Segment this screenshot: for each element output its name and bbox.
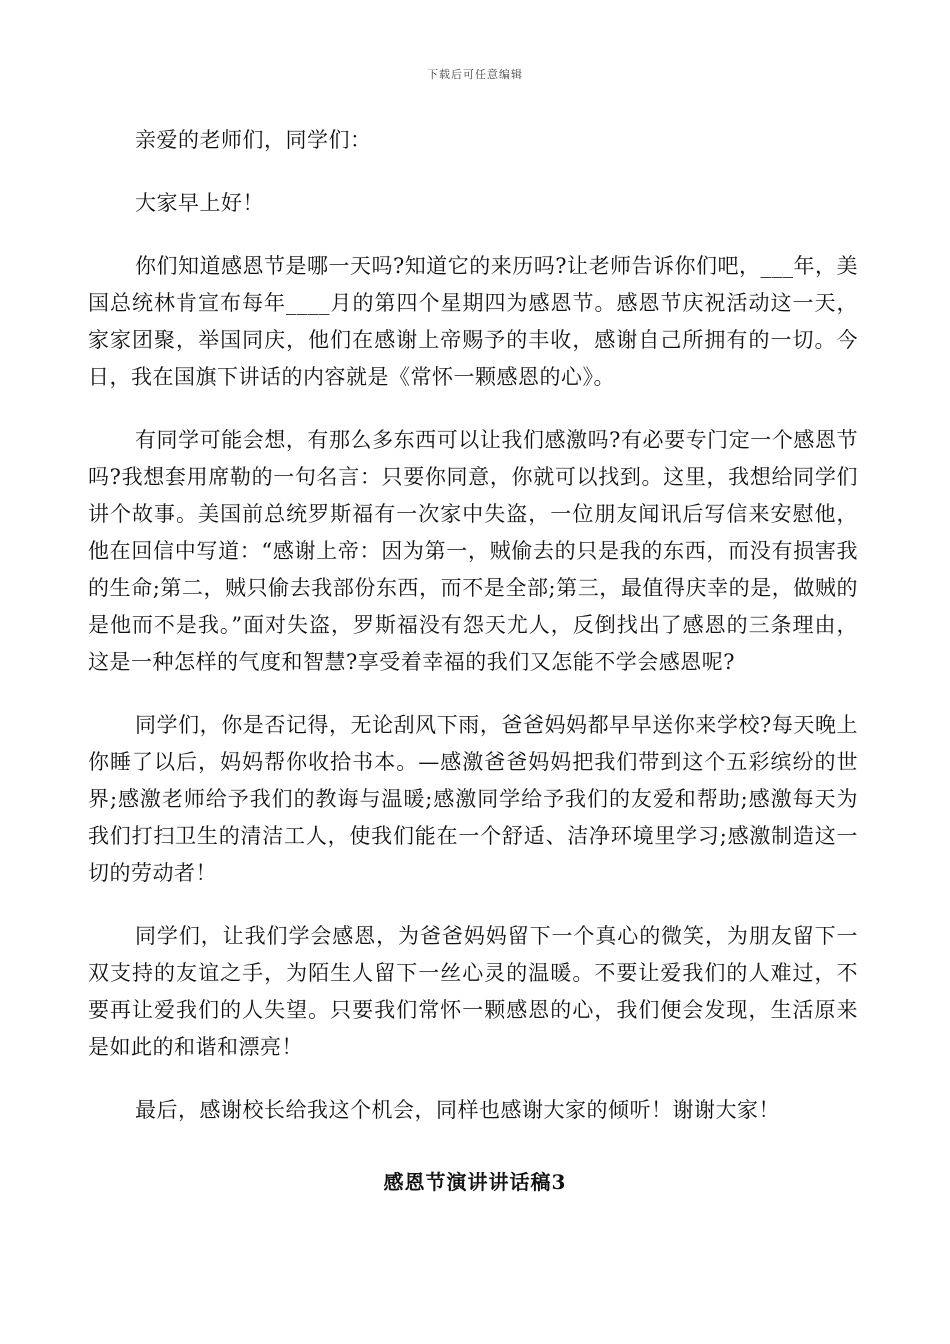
greeting: 大家早上好！ [135, 191, 264, 215]
paragraph-4: 同学们，让我们学会感恩，为爸爸妈妈留下一个真心的微笑，为朋友留下一双支持的友谊之手，为陌生人留下一丝心灵的温暖。不要让爱我们的人难过，不要再让爱我们的人失望。只要我们常怀一颗感恩的心，我们便会发现，生活原来是如此的和谐和漂亮！ [88, 924, 858, 1059]
paragraph-3: 同学们，你是否记得，无论刮风下雨，爸爸妈妈都早早送你来学校?每天晚上你睡了以后，妈妈帮你收拾书本。—感激爸爸妈妈把我们带到这个五彩缤纷的世界;感激老师给予我们的教诲与温暖;感激同学给予我们的友爱和帮助;感激每天为我们打扫卫生的清洁工人，使我们能在一个舒适、洁净环境里学习;感激制造这一切的劳动者！ [88, 713, 858, 885]
header-note: 下载后可任意编辑 [427, 68, 523, 81]
salutation: 亲爱的老师们，同学们： [135, 128, 372, 152]
closing-paragraph: 最后，感谢校长给我这个机会，同样也感谢大家的倾听！谢谢大家！ [135, 1098, 780, 1122]
document-body [88, 122, 858, 1155]
paragraph-2: 有同学可能会想，有那么多东西可以让我们感激吗?有必要专门定一个感恩节吗?我想套用席勒的一句名言：只要你同意，你就可以找到。这里，我想给同学们讲个故事。美国前总统罗斯福有一次家中失盗，一位朋友闻讯后写信来安慰他，他在回信中写道：“感谢上帝：因为第一，贼偷去的只是我的东西，而没有损害我的生命;第二，贼只偷去我部份东西，而不是全部;第三，最值得庆幸的是，做贼的是他而不是我。”面对失盗，罗斯福没有怨天尤人，反倒找出了感恩的三条理由，这是一种怎样的气度和智慧?享受着幸福的我们又怎能不学会感恩呢? [88, 428, 858, 674]
section-title: 感恩节演讲讲话稿3 [383, 1170, 567, 1194]
paragraph-1: 你们知道感恩节是哪一天吗?知道它的来历吗?让老师告诉你们吧，___年，美国总统林肯宣布每年____月的第四个星期四为感恩节。感恩节庆祝活动这一天，家家团聚，举国同庆，他们在感谢上帝赐予的丰收，感谢自己所拥有的一切。今日，我在国旗下讲话的内容就是《常怀一颗感恩的心》。 [88, 254, 859, 389]
